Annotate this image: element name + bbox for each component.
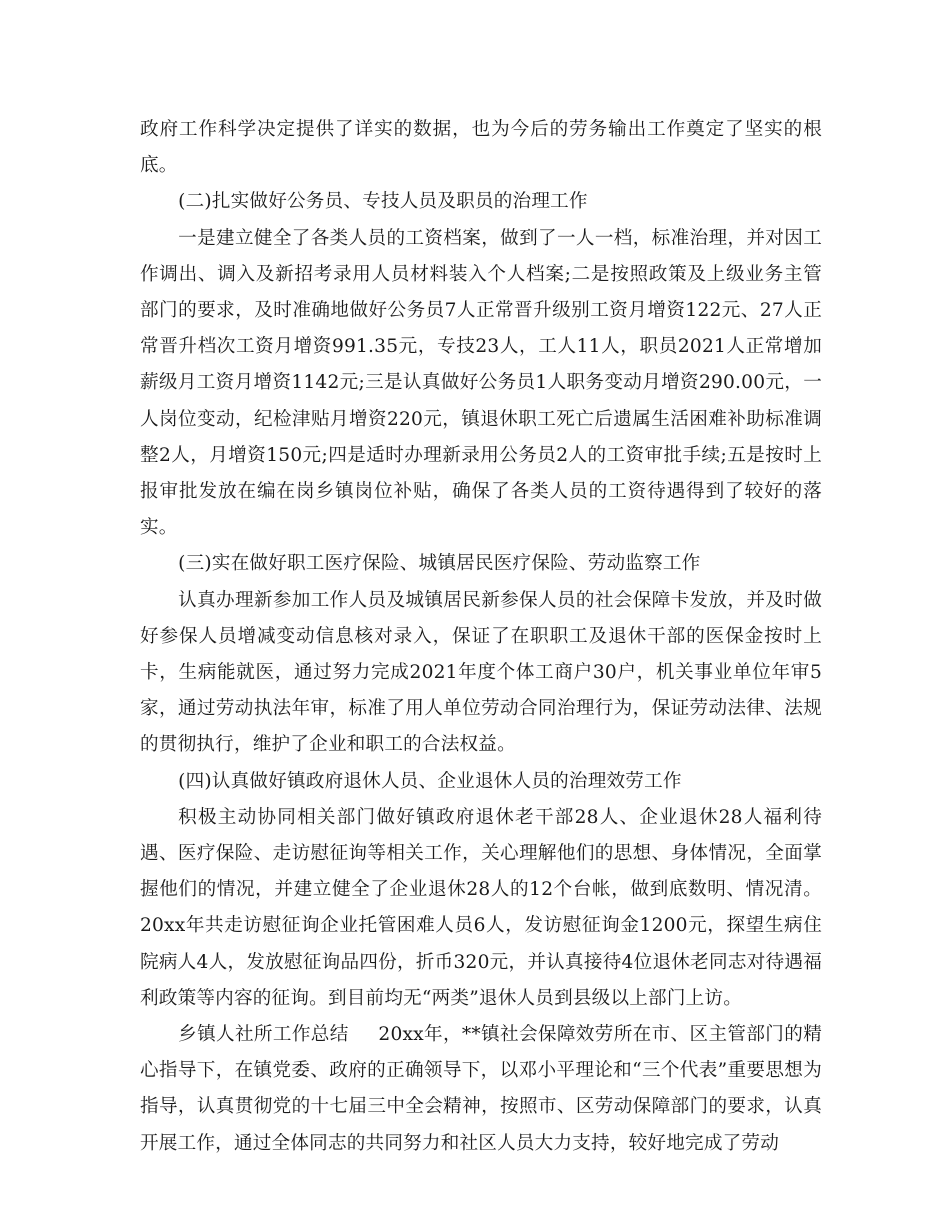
paragraph-salary-management: 一是建立健全了各类人员的工资档案，做到了一人一档，标准治理，并对因工作调出、调入及新招考录用人员材料装入个人档案;二是按照政策及上级业务主管部门的要求，及时准确地做好公务员7人正常晋升级别工资月增资122元、27人正常晋升档次工资月增资991.35元，专技23人，工人11人，职员2021人正常增加薪级月工资月增资1142元;三是认真做好公务员1人职务变动月增资290.00元，一人岗位变动，纪检津贴月增资220元，镇退休职工死亡后遗属生活困难补助标准调整2人，月增资150元;四是适时办理新录用公务员2人的工资审批手续;五是按时上报审批发放在编在岗乡镇岗位补贴，确保了各类人员的工资待遇得到了较好的落实。 — [140, 227, 822, 539]
summary-title: 乡镇人社所工作总结 — [178, 1024, 349, 1046]
document-body — [140, 112, 822, 1162]
summary-text: 20xx年，**镇社会保障效劳所在市、区主管部门的精心指导下，在镇党委、政府的正确领导下，以邓小平理论和“三个代表”重要思想为指导，认真贯彻党的十七届三中全会精神，按照市、区劳动保障部门的要求，认真开展工作，通过全体同志的共同努力和社区人员大力支持，较好地完成了劳动 — [140, 1024, 822, 1154]
paragraph-continuation: 政府工作科学决定提供了详实的数据，也为今后的劳务输出工作奠定了坚实的根底。 — [140, 119, 822, 177]
paragraph-summary — [140, 1017, 822, 1162]
paragraph-retiree-service: 积极主动协同相关部门做好镇政府退休老干部28人、企业退休28人福利待遇、医疗保险、走访慰征询等相关工作，关心理解他们的思想、身体情况，全面掌握他们的情况，并建立健全了企业退休28人的12个台帐，做到底数明、情况清。20xx年共走访慰征询企业托管困难人员6人，发访慰征询金1200元，探望生病住院病人4人，发放慰征询品四份，折币320元，并认真接待4位退休老同志对待遇福利政策等内容的征询。到目前均无“两类”退休人员到县级以上部门上访。 — [140, 806, 822, 1009]
section-heading-2: (二)扎实做好公务员、专技人员及职员的治理工作 — [178, 191, 588, 213]
paragraph-medical-insurance: 认真办理新参加工作人员及城镇居民新参保人员的社会保障卡发放，并及时做好参保人员增减变动信息核对录入，保证了在职职工及退休干部的医保金按时上卡，生病能就医，通过努力完成2021年度个体工商户30户，机关事业单位年审5家，通过劳动执法年审，标准了用人单位劳动合同治理行为，保证劳动法律、法规的贯彻执行，维护了企业和职工的合法权益。 — [140, 589, 822, 756]
section-heading-3: (三)实在做好职工医疗保险、城镇居民医疗保险、劳动监察工作 — [178, 553, 701, 575]
section-heading-4: (四)认真做好镇政府退休人员、企业退休人员的治理效劳工作 — [178, 770, 682, 792]
